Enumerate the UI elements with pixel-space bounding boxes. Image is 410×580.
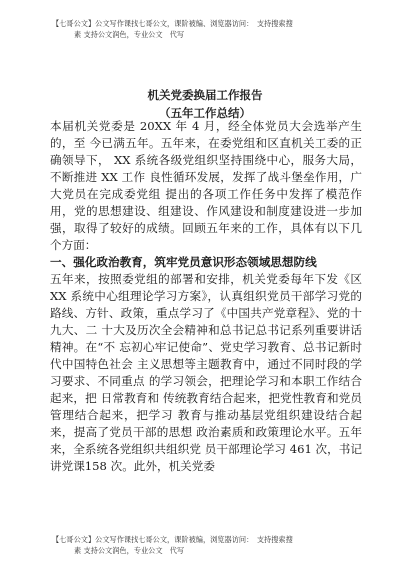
document-subtitle: （五年工作总结） — [159, 106, 251, 120]
header-banner-line-2: 素 支持公文润色，专业公文 代写 — [74, 30, 185, 39]
section-heading-1: 一、强化政治教育，筑牢党员意识形态领域思想防线 — [50, 255, 317, 269]
footer-banner-line-2: 素 支持公文润色，专业公文 代写 — [74, 546, 185, 555]
document-body — [50, 118, 362, 475]
document-title: 机关党委换届工作报告 — [147, 88, 263, 102]
header-banner-line-1: 【七哥公文】公文写作课找七哥公文，课阶被编、浏览器访问： 支持搜索搜 — [52, 19, 293, 28]
footer-banner — [52, 534, 382, 556]
intro-paragraph: 本届机关党委是 20XX 年 4 月，经全体党员大会选举产生的，至 今已满五年。五年来，在委党组和区直机关工委的正确领导下， XX 系统各级党组织坚持围绕中心，服务大局，不断推进 XX 工作 良性循环发展，发挥了战斗堡垒作用，广大党员在完成委党组 提出的各项工作任务中发挥了模范作用，党的思想建设、组建设、作风建设和制度建设进一步加强，取得了较好的成绩。回顾五年来的工作，具体有以下几个方面： — [50, 119, 362, 252]
footer-banner-line-1: 【七哥公文】公文写作课找七哥公文，课阶被编，浏览器访问： 支持搜索搜 — [52, 535, 293, 544]
header-banner — [52, 18, 382, 40]
section-1-paragraph: 五年来，按照委党组的部署和安排，机关党委每年下发《区 XX 系统中心组理论学习方案》，认真组织党员干部学习党的路线、方针、政策，重点学习了《中国共产党章程》、党的十九大、二 十大及历次全会精神和总书记总书记系列重要讲话精神。在“不 忘初心牢记使命”、党史学习教育、总书记新时代中国特色社会 主义思想等主题教育中，通过不同时段的学习要求、不同重点 的学习领会，把理论学习和本职工作结合起来，把 日常教育和 传统教育结合起来，把党性教育和党员管理结合起来，把学习 教育与推动基层党组织建设结合起来，提高了党员干部的思想 政治素质和政策理论水平。五年来，全系统各党组织共组织党 员干部理论学习 461 次，书记讲党课158 次。此外，机关党委 — [50, 272, 362, 473]
